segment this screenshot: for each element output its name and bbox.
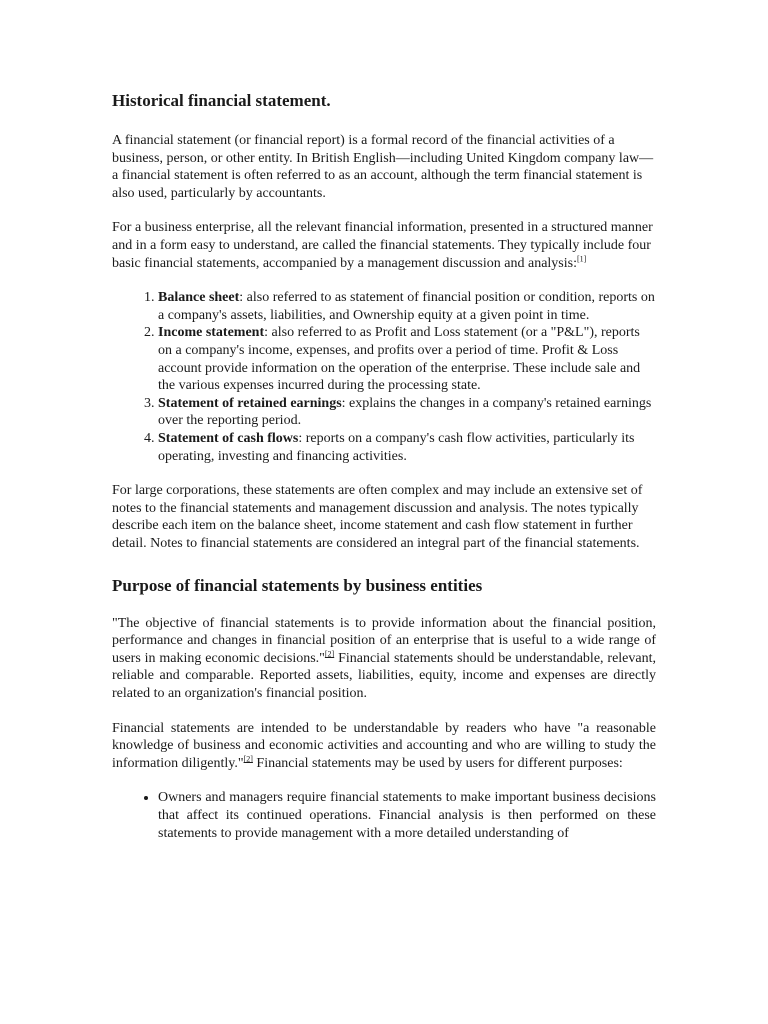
list-item-owners-managers: • Owners and managers require financial statements to make important business decisions that affect its continued operations. Financial analysis is then performed on these statements to provide management with a more detailed understanding of: [158, 789, 656, 842]
paragraph-objective-quote: "The objective of financial statements is to provide information about the financial position, performance and changes in financial position of an enterprise that is useful to a wide range of users in making economic decisions.": [112, 615, 656, 666]
paragraph-business-enterprise-text: For a business enterprise, all the relevant financial information, presented in a structured manner and in a form easy to understand, are called the financial statements. They typically include four basic financial statements, accompanied by a management discussion and analysis:: [112, 220, 653, 271]
desc-cash-flows: : reports on a company's cash flow activities, particularly its operating, investing and financing activities.: [158, 431, 635, 464]
paragraph-objective-rest: Financial statements should be understandable, relevant, reliable and comparable. Reported assets, liabilities, equity, income and expenses are directly related to an organization's financial position.: [112, 650, 656, 702]
term-balance-sheet: Balance sheet: [158, 290, 240, 306]
list-item-balance-sheet: [158, 289, 656, 324]
desc-income-statement: : also referred to as Profit and Loss statement (or a "P&L"), reports on a company's income, expenses, and profits over a period of time. Profit & Loss account provide information on the operation of the enterprise. These include sale and the various expenses incurred during the processing state.: [158, 325, 641, 394]
list-item-cash-flows: [158, 430, 656, 465]
paragraph-large-corporations: For large corporations, these statements are often complex and may include an extensive set of notes to the financial statements and management discussion and analysis. The notes typically describe each item on the balance sheet, income statement and cash flow statement in further detail. Notes to financial statements are considered an integral part of the financial statements.: [112, 483, 643, 551]
reference-1[interactable]: [1]: [576, 254, 587, 263]
list-item-retained-earnings: [158, 395, 656, 430]
reference-2b[interactable]: [2]: [243, 754, 253, 764]
paragraph-understandable: [112, 720, 656, 773]
term-income-statement: Income statement: [158, 325, 265, 341]
desc-balance-sheet: : also referred to as statement of financial position or condition, reports on a company's assets, liabilities, and Ownership equity at a given point in time.: [158, 290, 655, 323]
list-item-income-statement: [158, 324, 656, 394]
desc-retained-earnings: : explains the changes in a company's retained earnings over the reporting period.: [158, 395, 652, 429]
paragraph-objective: [112, 615, 656, 703]
reference-2[interactable]: [2]: [324, 649, 335, 659]
term-retained-earnings: Statement of retained earnings: [158, 395, 342, 411]
users-list: [112, 789, 656, 842]
paragraph-understandable-quote: Financial statements are intended to be understandable by readers who have "a reasonable knowledge of business and economic activities and accounting and who are willing to study the information diligently.": [112, 720, 656, 771]
statements-list: [112, 289, 656, 465]
heading-purpose: Purpose of financial statements by business entities: [112, 575, 483, 595]
paragraph-business-enterprise: [112, 219, 656, 272]
paragraph-definition: A financial statement (or financial report) is a formal record of the financial activities of a business, person, or other entity. In British English—including United Kingdom company law—a financial statement is often referred to as an account, although the term financial statement is also used, particularly by accountants.: [112, 133, 654, 201]
heading-historical-financial-statement: Historical financial statement.: [112, 91, 331, 110]
paragraph-understandable-rest: Financial statements may be used by users for different purposes:: [252, 755, 623, 771]
term-cash-flows: Statement of cash flows: [158, 431, 299, 446]
